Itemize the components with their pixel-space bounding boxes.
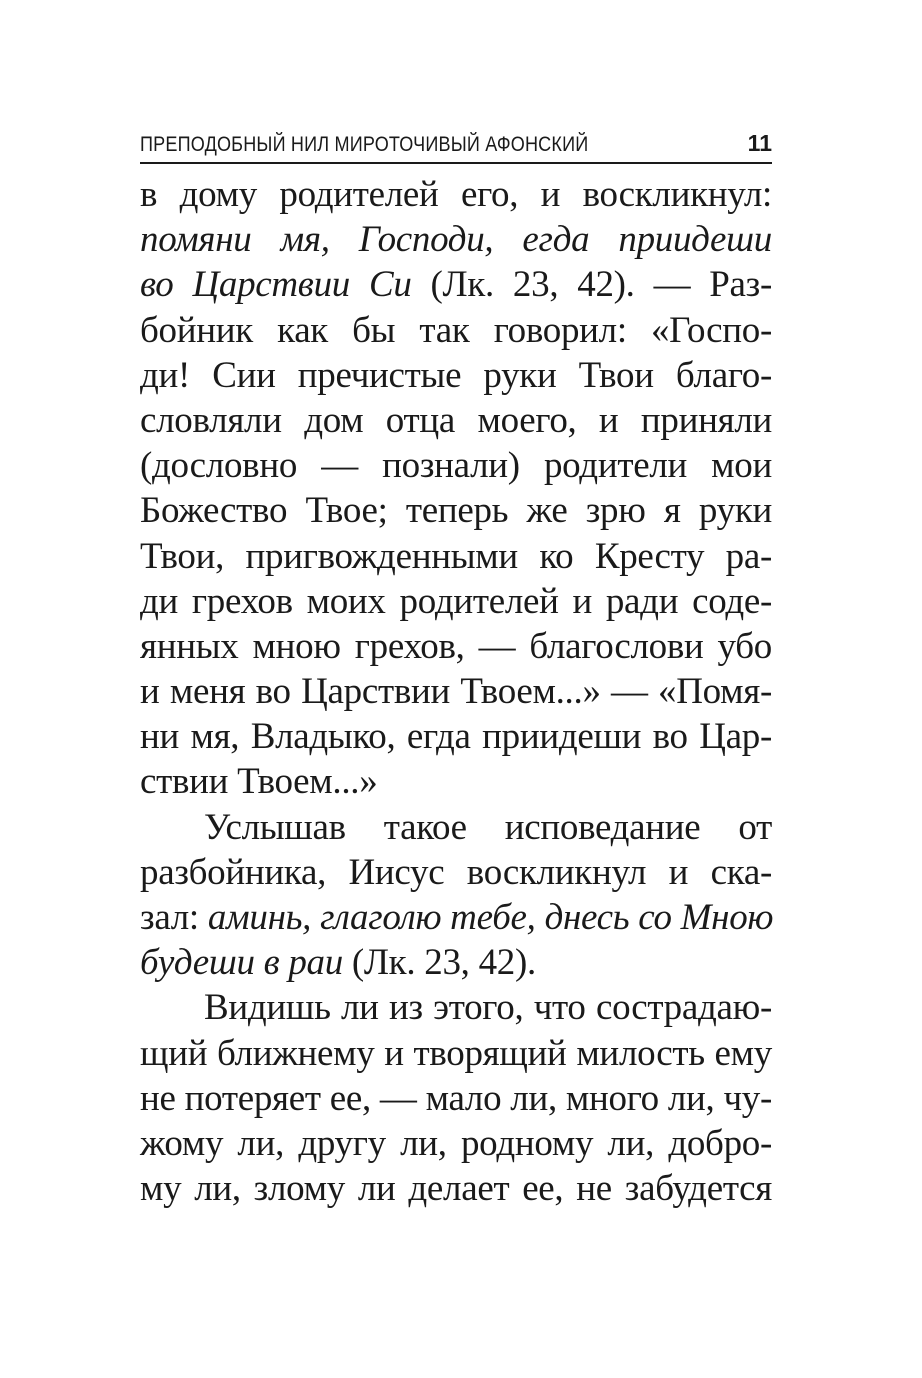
text-line: ствии Твоем...»	[140, 761, 378, 803]
body-text	[140, 172, 772, 1211]
text-run: (Лк. 23, 42). — Раз-	[411, 264, 772, 306]
quote-italic: во Царствии Си	[140, 264, 412, 306]
text-line: ди грехов моих родителей и ради соде-	[140, 580, 772, 622]
text-line: щий ближнему и творящий милость ему	[140, 1032, 772, 1074]
text-line	[140, 262, 772, 307]
text-line: Твои, пригвожденными ко Кресту ра-	[140, 535, 772, 577]
text-line: жому ли, другу ли, родному ли, добро-	[140, 1122, 772, 1164]
page-number: 11	[747, 130, 772, 156]
text-line: помяни мя, Господи, егда приидеши	[140, 219, 772, 261]
text-run: зал:	[140, 897, 208, 938]
text-line: Услышав такое исповедание от	[204, 806, 772, 848]
text-line: и меня во Царствии Твоем...» — «Помя-	[140, 671, 772, 713]
book-page	[140, 130, 772, 1211]
text-line: ди! Сии пречистые руки Твои благо-	[140, 354, 772, 396]
text-line: в дому родителей его, и воскликнул:	[140, 174, 772, 215]
text-line: му ли, злому ли делает ее, не забудется	[140, 1168, 772, 1210]
text-line: Божество Твое; теперь же зрю я руки	[140, 490, 772, 532]
text-line: словляли дом отца моего, и приняли	[140, 399, 772, 441]
text-line: не потеряет ее, — мало ли, много ли, чу-	[140, 1077, 772, 1119]
text-run: (Лк. 23, 42).	[342, 942, 536, 984]
text-line: бойник как бы так говорил: «Госпо-	[140, 309, 772, 351]
text-line	[140, 940, 772, 985]
quote-italic: аминь, глаголю тебе, днесь со Мною	[207, 897, 774, 938]
text-line	[140, 895, 772, 940]
quote-italic: будеши в раи	[140, 942, 343, 984]
text-line: янных мною грехов, — благослови убо	[140, 625, 772, 667]
text-line: разбойника, Иисус воскликнул и ска-	[140, 851, 772, 893]
running-title: ПРЕПОДОБНЫЙ НИЛ МИРОТОЧИВЫЙ АФОНСКИЙ	[140, 133, 589, 156]
text-line: Видишь ли из этого, что сострадаю-	[204, 987, 772, 1029]
text-line: (дословно — познали) родители мои	[140, 445, 772, 487]
text-line: ни мя, Владыко, егда приидеши во Цар-	[140, 716, 772, 758]
running-head	[140, 130, 772, 164]
